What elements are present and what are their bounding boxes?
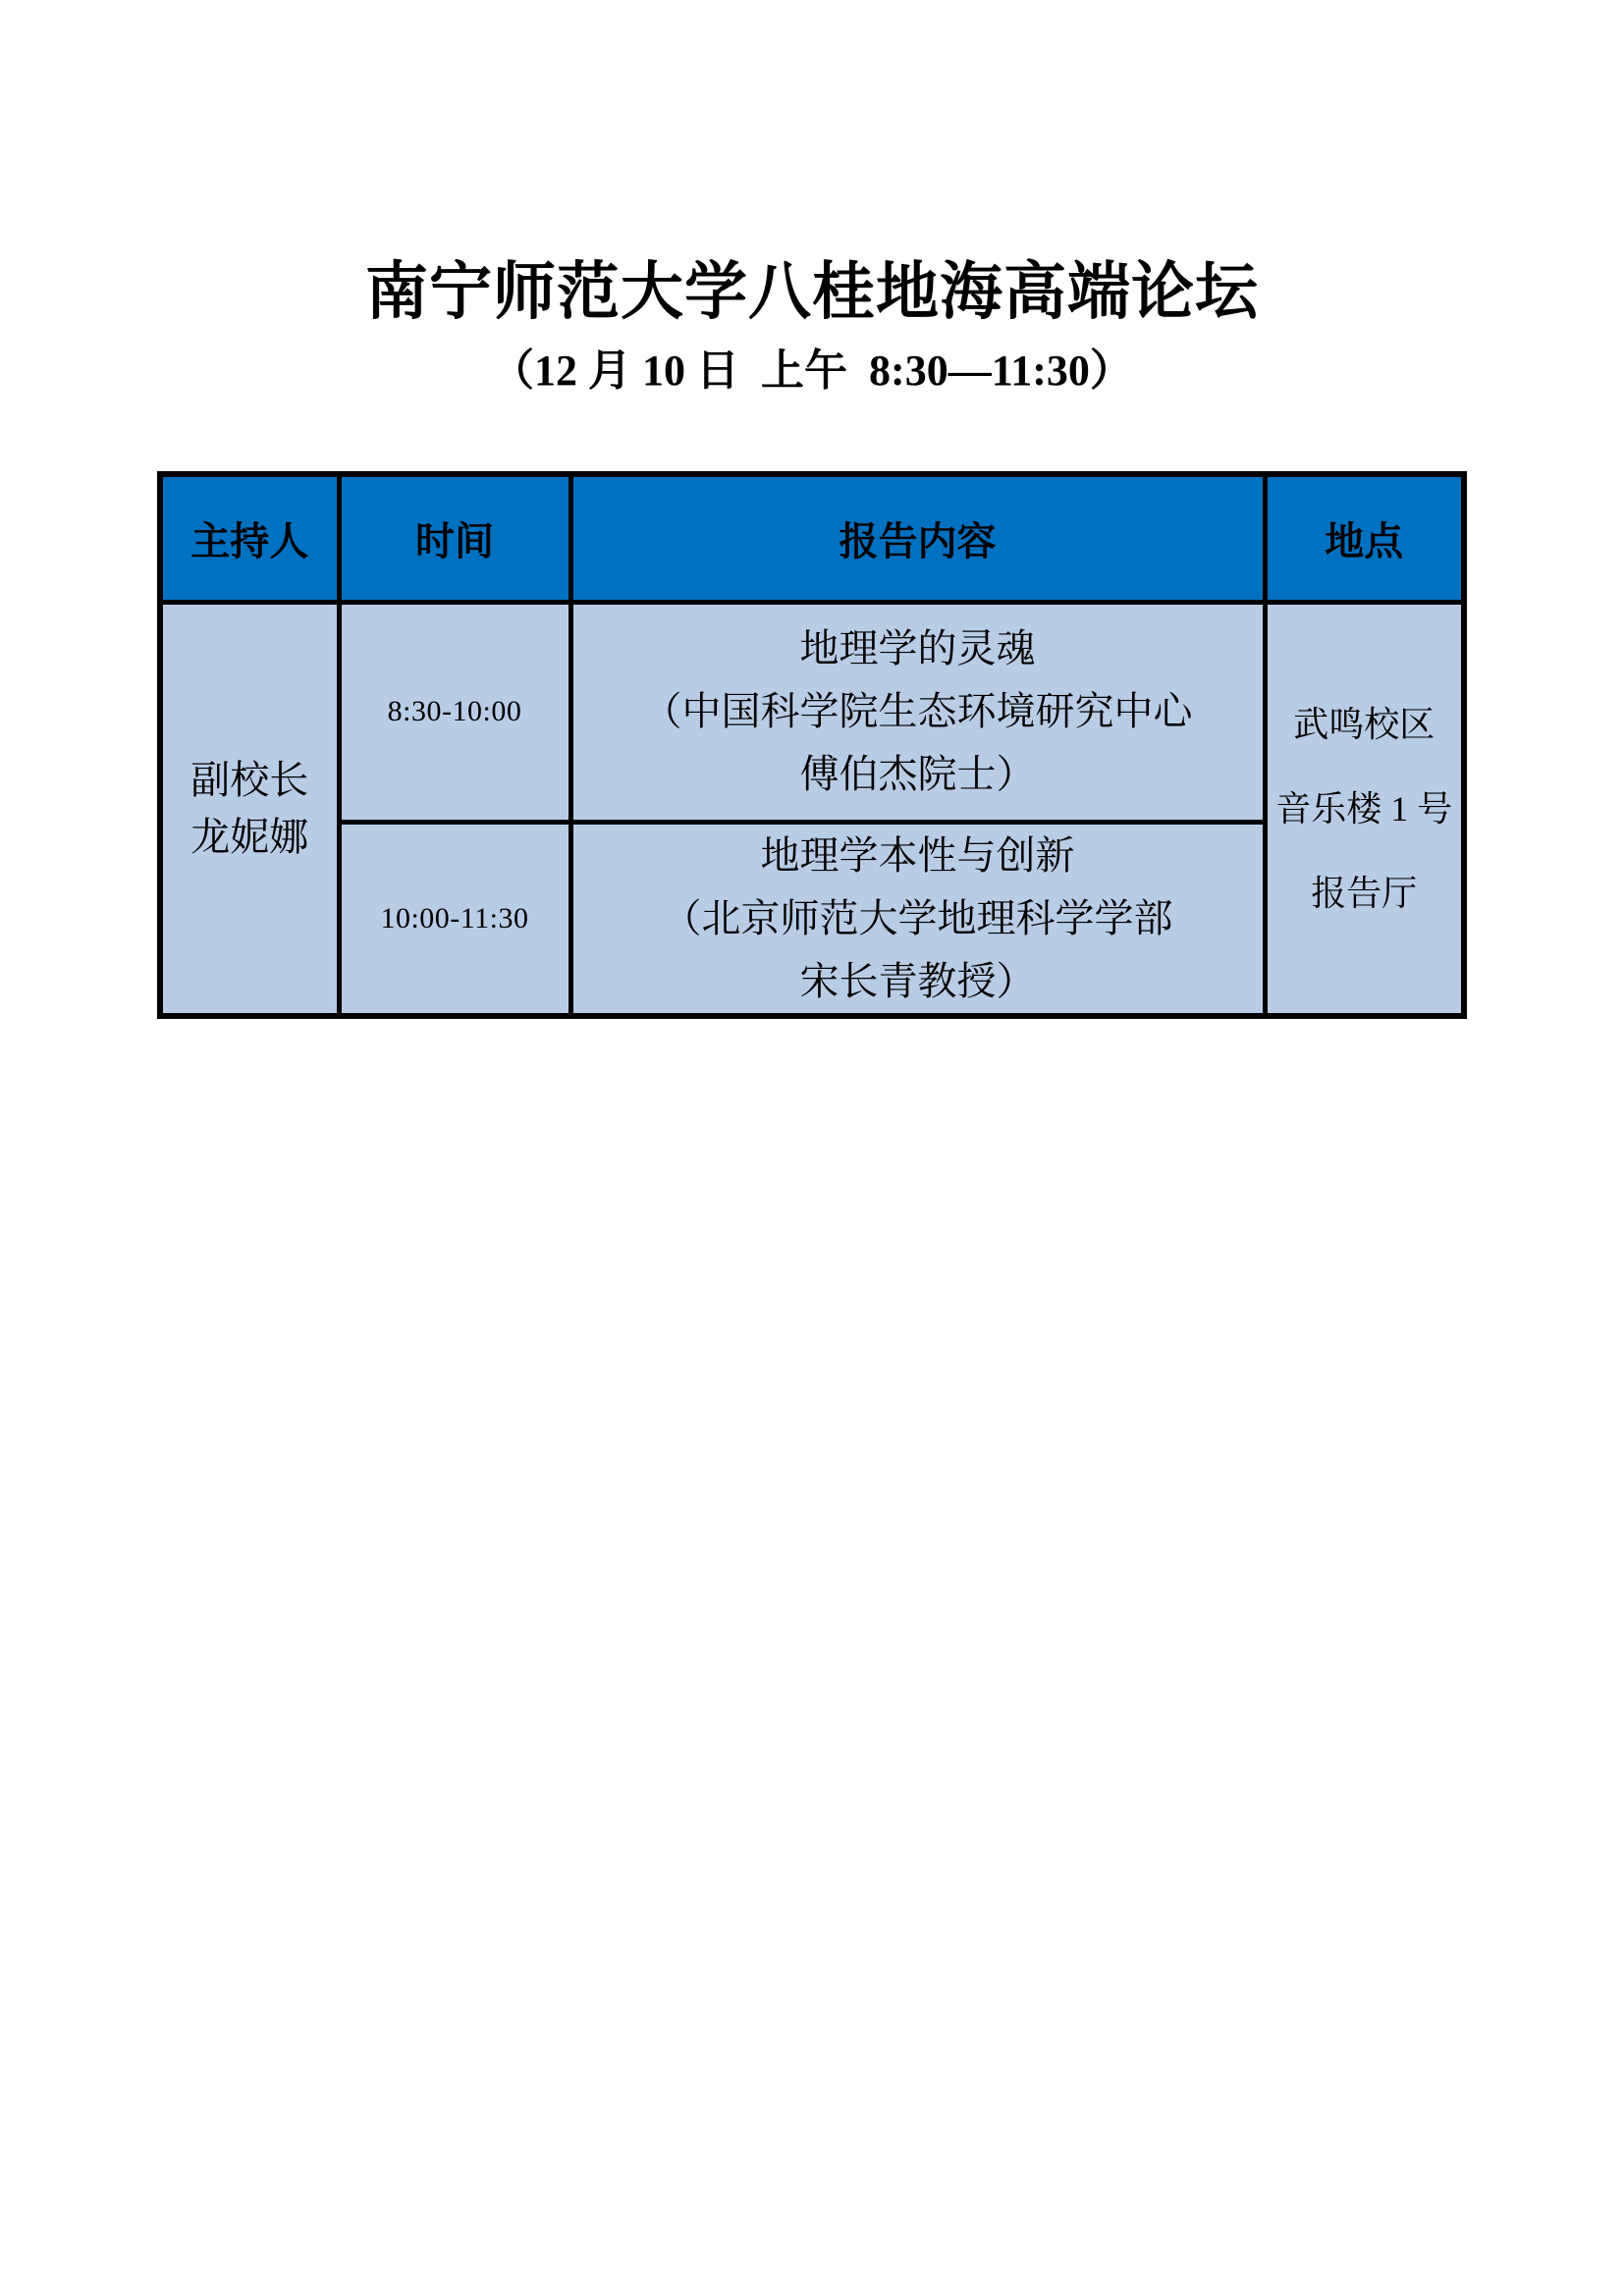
location-line: 音乐楼 1 号 [1275, 788, 1453, 828]
table-header-row [160, 474, 1464, 602]
page-subtitle: （12 月 10 日 上午 8:30—11:30） [491, 347, 1133, 395]
time-cell: 8:30-10:00 [339, 602, 570, 822]
table-row [160, 602, 1464, 822]
header-moderator: 主持人 [160, 474, 339, 602]
page-title: 南宁师范大学八桂地海高端论坛 [365, 256, 1259, 327]
moderator-line: 副校长 [190, 757, 309, 802]
speaker-name-line: 宋长青教授） [799, 958, 1036, 1003]
header-location: 地点 [1265, 474, 1464, 602]
speaker-affiliation-line: （北京师范大学地理科学学部 [662, 895, 1173, 940]
moderator-line: 龙妮娜 [190, 814, 309, 859]
location-cell [1265, 602, 1464, 1016]
content-cell [570, 822, 1265, 1016]
talk-title-line: 地理学本性与创新 [760, 832, 1075, 878]
talk-title-line: 地理学的灵魂 [799, 626, 1036, 670]
speaker-affiliation-line: （中国科学院生态环境研究中心 [642, 689, 1193, 733]
time-cell: 10:00-11:30 [339, 822, 570, 1016]
speaker-name-line: 傅伯杰院士） [799, 752, 1036, 796]
header-content: 报告内容 [570, 474, 1265, 602]
location-line: 武鸣校区 [1293, 704, 1435, 744]
header-time: 时间 [339, 474, 570, 602]
location-line: 报告厅 [1311, 873, 1418, 913]
content-cell [570, 602, 1265, 822]
moderator-cell [160, 602, 339, 1016]
schedule-table [157, 471, 1467, 1019]
